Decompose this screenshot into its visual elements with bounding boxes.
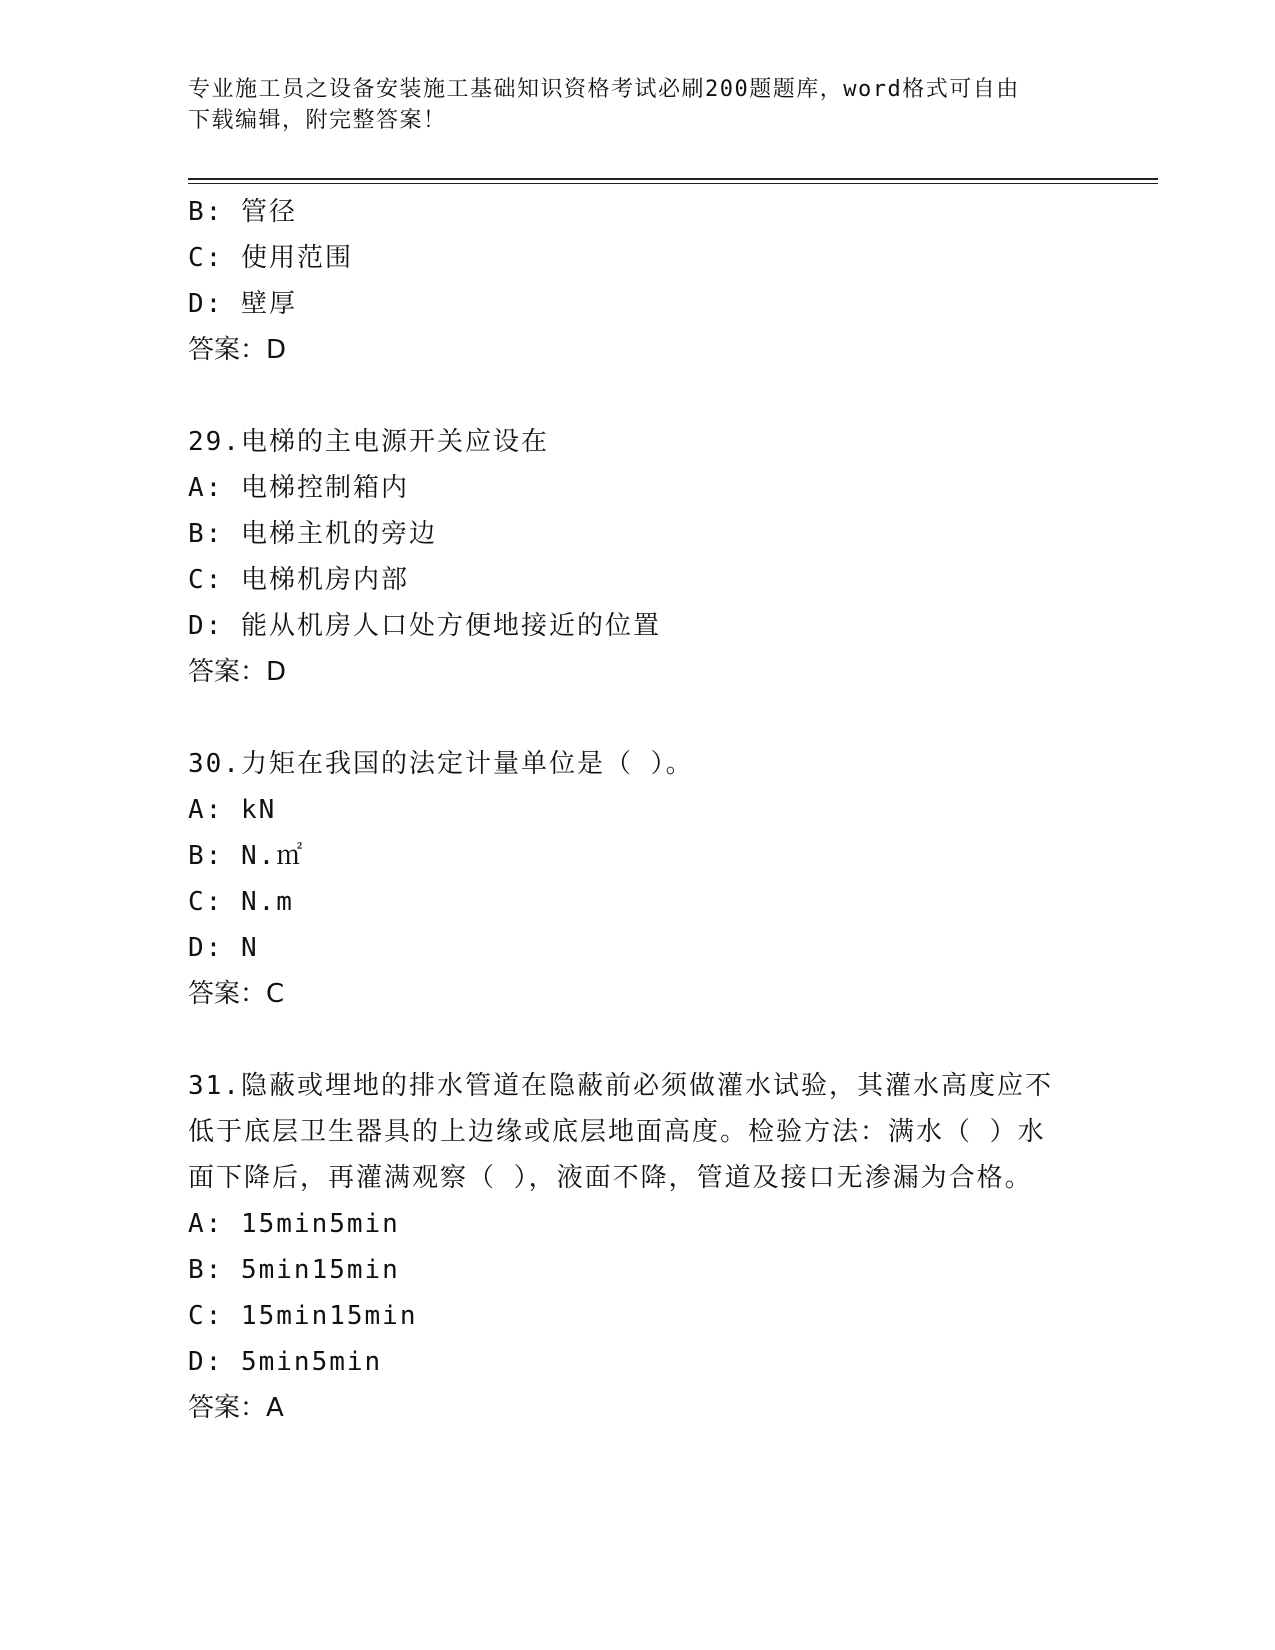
question-31 (188, 1063, 1088, 1431)
option-a: A: 电梯控制箱内 (188, 473, 409, 503)
header-divider (188, 178, 1158, 184)
option-d: D: 5min5min (188, 1347, 383, 1377)
question-list (188, 189, 1088, 1431)
answer-line: 答案：D (188, 657, 287, 687)
option-b: B: 管径 (188, 197, 297, 227)
question-28-tail (188, 189, 1088, 373)
question-spacer (188, 1017, 1088, 1063)
answer-line: 答案：C (188, 979, 285, 1009)
option-c: C: 15min15min (188, 1301, 418, 1331)
option-d: D: N (188, 933, 259, 963)
option-a: A: kN (188, 795, 277, 825)
question-spacer (188, 695, 1088, 741)
option-d: D: 能从机房人口处方便地接近的位置 (188, 611, 661, 641)
question-spacer (188, 373, 1088, 419)
option-c: C: N.m (188, 887, 294, 917)
option-c: C: 使用范围 (188, 243, 353, 273)
header-title-line-1: 专业施工员之设备安装施工基础知识资格考试必刷200题题库，word格式可自由 (188, 77, 1020, 102)
question-29 (188, 419, 1088, 695)
option-b: B: N.㎡ (188, 841, 305, 871)
answer-line: 答案：D (188, 335, 287, 365)
option-b: B: 电梯主机的旁边 (188, 519, 437, 549)
question-text-line-3: 面下降后，再灌满观察（ ），液面不降，管道及接口无渗漏为合格。 (188, 1163, 1033, 1193)
answer-line: 答案：A (188, 1393, 284, 1423)
question-text-line-1: 31.隐蔽或埋地的排水管道在隐蔽前必须做灌水试验，其灌水高度应不 (188, 1071, 1053, 1101)
question-text: 30.力矩在我国的法定计量单位是（ ）。 (188, 749, 694, 779)
page-header (188, 74, 1068, 136)
option-c: C: 电梯机房内部 (188, 565, 409, 595)
option-d: D: 壁厚 (188, 289, 297, 319)
header-title-line-2: 下载编辑，附完整答案！ (188, 108, 447, 133)
question-text: 29.电梯的主电源开关应设在 (188, 427, 549, 457)
option-b: B: 5min15min (188, 1255, 400, 1285)
question-text-line-2: 低于底层卫生器具的上边缘或底层地面高度。检验方法：满水（ ）水 (188, 1117, 1046, 1147)
option-a: A: 15min5min (188, 1209, 400, 1239)
question-30 (188, 741, 1088, 1017)
